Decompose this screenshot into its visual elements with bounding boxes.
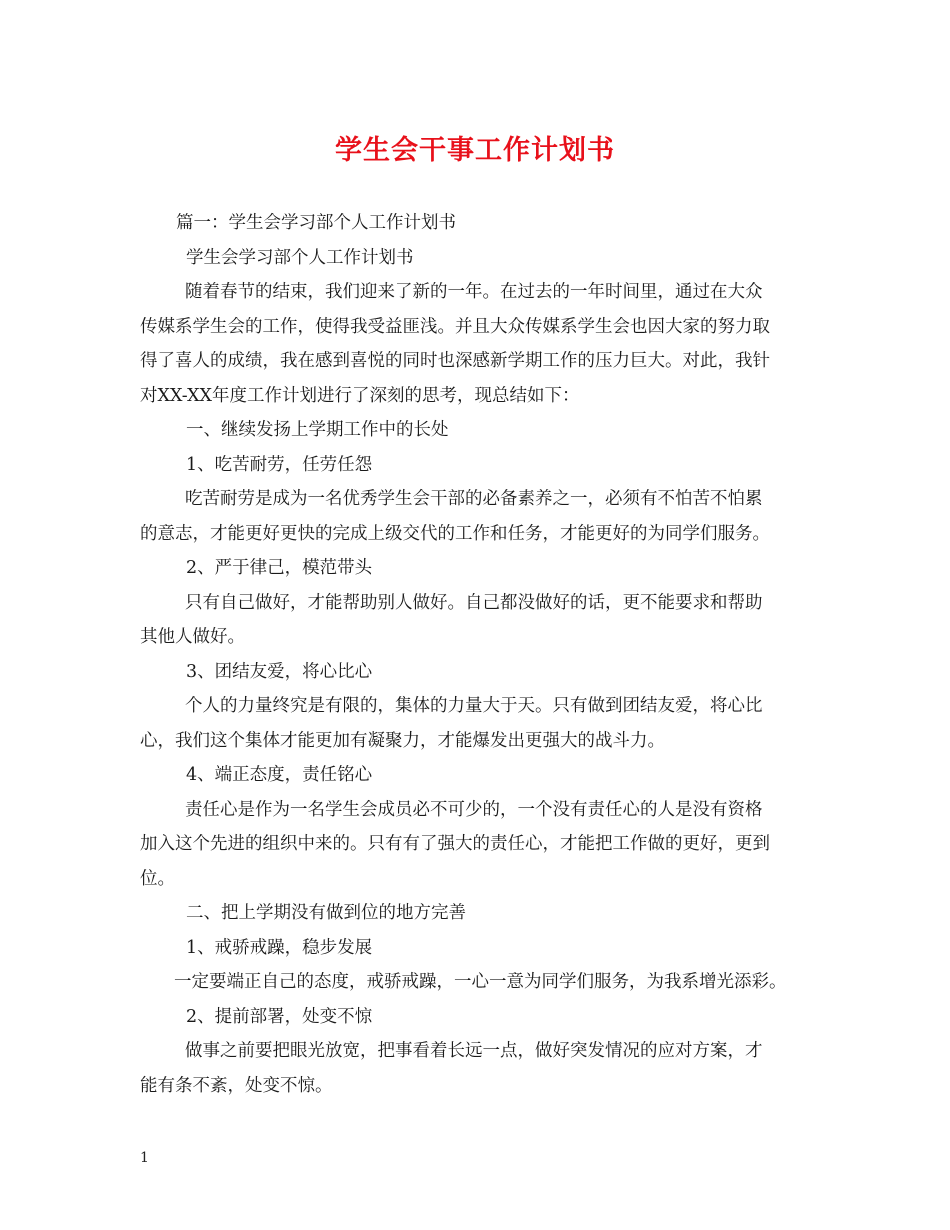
paragraph-line: 得了喜人的成绩，我在感到喜悦的同时也深感新学期工作的压力巨大。对此，我针 bbox=[140, 351, 770, 371]
page-number: 1 bbox=[140, 1150, 149, 1166]
paragraph-line: 其他人做好。 bbox=[140, 627, 245, 647]
paragraph-line: 传媒系学生会的工作，使得我受益匪浅。并且大众传媒系学生会也因大家的努力取 bbox=[140, 316, 770, 337]
paragraph-line: 的意志，才能更好更快的完成上级交代的工作和任务，才能更好的为同学们服务。 bbox=[140, 523, 770, 544]
paragraph-line: 随着春节的结束，我们迎来了新的一年。在过去的一年时间里，通过在大众 bbox=[185, 282, 763, 302]
document-body bbox=[140, 206, 816, 1103]
heading-line: 2、提前部署，处变不惊 bbox=[186, 1006, 373, 1027]
heading-line: 二、把上学期没有做到位的地方完善 bbox=[186, 903, 466, 923]
paragraph-line: 心，我们这个集体才能更加有凝聚力，才能爆发出更强大的战斗力。 bbox=[140, 730, 665, 751]
paragraph-line: 对XX-XX年度工作计划进行了深刻的思考，现总结如下： bbox=[140, 385, 580, 406]
paragraph-line: 位。 bbox=[140, 868, 175, 889]
document-title: 学生会干事工作计划书 bbox=[335, 135, 615, 166]
heading-line: 1、吃苦耐劳，任劳任怨 bbox=[186, 454, 373, 475]
paragraph-line: 吃苦耐劳是成为一名优秀学生会干部的必备素养之一，必须有不怕苦不怕累 bbox=[185, 489, 763, 509]
paragraph-line: 能有条不紊，处变不惊。 bbox=[140, 1075, 333, 1096]
heading-line: 一、继续发扬上学期工作中的长处 bbox=[186, 420, 449, 440]
heading-line: 3、团结友爱，将心比心 bbox=[186, 661, 373, 682]
heading-line: 1、戒骄戒躁，稳步发展 bbox=[186, 937, 373, 958]
subheading: 学生会学习部个人工作计划书 bbox=[186, 247, 414, 268]
heading-line: 4、端正态度，责任铭心 bbox=[186, 765, 373, 785]
section-heading: 篇一：学生会学习部个人工作计划书 bbox=[176, 213, 456, 233]
paragraph-line: 个人的力量终究是有限的，集体的力量大于天。只有做到团结友爱，将心比 bbox=[185, 696, 763, 716]
paragraph-line: 只有自己做好，才能帮助别人做好。自己都没做好的话，更不能要求和帮助 bbox=[185, 592, 763, 613]
heading-line: 2、严于律己，模范带头 bbox=[186, 558, 373, 578]
paragraph-line: 责任心是作为一名学生会成员必不可少的，一个没有责任心的人是没有资格 bbox=[185, 799, 763, 820]
paragraph-line: 一定要端正自己的态度，戒骄戒躁，一心一意为同学们服务，为我系增光添彩。 bbox=[174, 972, 787, 992]
paragraph-line: 做事之前要把眼光放宽，把事看着长远一点，做好突发情况的应对方案，才 bbox=[185, 1041, 763, 1061]
paragraph-line: 加入这个先进的组织中来的。只有有了强大的责任心，才能把工作做的更好，更到 bbox=[140, 834, 770, 854]
